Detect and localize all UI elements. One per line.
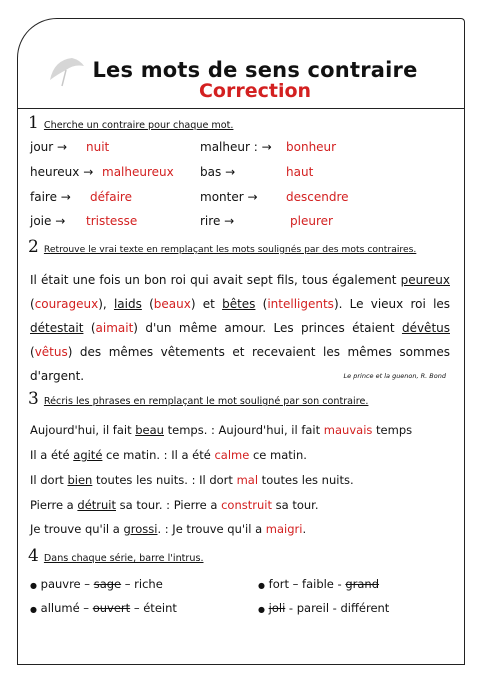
text-run: ce matin. : Il a été	[102, 448, 215, 462]
s4-series-2	[258, 577, 379, 591]
s1-answer: tristesse	[86, 214, 138, 228]
section3-instruction: Récris les phrases en remplaçant le mot souligné par son contraire.	[43, 396, 369, 407]
answer-word: construit	[221, 498, 272, 512]
crossed-word: grand	[345, 577, 380, 591]
text-run: . : Je trouve qu'il a	[157, 522, 266, 536]
section1-heading	[28, 113, 233, 133]
underlined-word: détruit	[77, 498, 116, 512]
s1-answer: défaire	[90, 190, 132, 204]
answer-word: vêtus	[34, 345, 68, 359]
section2-heading	[28, 237, 416, 257]
s1-word: rire	[200, 214, 221, 228]
s3-line-4	[30, 498, 318, 512]
bullet-icon: ●	[30, 581, 37, 590]
text-run: toutes les nuits. : Il dort	[92, 473, 237, 487]
text-run: Il a été	[30, 448, 74, 462]
answer-word: intelligents	[267, 297, 334, 311]
text-run: Aujourd'hui, il fait	[30, 423, 136, 437]
section4-heading	[28, 546, 204, 566]
page-subtitle: Correction	[198, 80, 312, 102]
s1-left-row-1	[30, 140, 67, 154]
s1-right-row-2	[200, 165, 235, 179]
bullet-icon: ●	[30, 605, 37, 614]
underlined-word: peureux	[400, 273, 450, 287]
text-run: – éteint	[130, 601, 177, 615]
text-run: (	[30, 297, 35, 311]
text-run: (	[83, 321, 96, 335]
s1-word: jour	[30, 140, 54, 154]
s1-answer: descendre	[286, 190, 349, 204]
s1-left-row-2	[30, 165, 93, 179]
s1-word: bas	[200, 165, 222, 179]
section4-number: 4	[28, 546, 39, 566]
underlined-word: beau	[135, 423, 164, 437]
text-run: ) des mêmes vêtements et recevaient les mêmes sommes d'argent.	[30, 345, 450, 383]
s1-answer: malheureux	[102, 165, 174, 179]
underlined-word: bien	[67, 473, 93, 487]
page-title: Les mots de sens contraire	[92, 58, 418, 82]
arrow-icon: →	[261, 140, 272, 154]
underlined-word: détestait	[30, 321, 84, 335]
answer-word: mauvais	[323, 423, 373, 437]
text-run: allumé –	[40, 601, 93, 615]
text-run: ) et	[190, 297, 223, 311]
crossed-word: joli	[268, 601, 286, 615]
answer-word: beaux	[153, 297, 191, 311]
section3-number: 3	[28, 389, 39, 409]
bullet-icon: ●	[258, 581, 265, 590]
s1-answer: nuit	[86, 140, 110, 154]
s4-series-4	[258, 601, 389, 615]
text-run: toutes les nuits.	[258, 473, 354, 487]
arrow-icon: →	[224, 214, 235, 228]
s1-left-row-3	[30, 190, 71, 204]
arrow-icon: →	[247, 190, 258, 204]
text-run: Il était une fois un bon roi qui avait sept fils, tous également	[30, 273, 401, 287]
text-run: .	[302, 522, 307, 536]
text-run: ) d'un même amour. Les princes étaient	[133, 321, 402, 335]
answer-word: mal	[236, 473, 259, 487]
underlined-word: dévêtus	[401, 321, 450, 335]
text-run: fort – faible -	[268, 577, 346, 591]
text-run: Je trouve qu'il a	[30, 522, 124, 536]
s1-answer: bonheur	[286, 140, 337, 154]
arrow-icon: →	[60, 190, 71, 204]
text-run: - pareil - différent	[285, 601, 390, 615]
answer-word: aimait	[95, 321, 134, 335]
text-run: sa tour.	[271, 498, 319, 512]
answer-word: courageux	[34, 297, 99, 311]
text-run: temps	[372, 423, 413, 437]
s4-series-1	[30, 577, 163, 591]
s1-word: malheur :	[200, 140, 258, 154]
s3-line-1	[30, 423, 412, 437]
text-run: ce matin.	[249, 448, 307, 462]
s4-series-3	[30, 601, 177, 615]
crossed-word: ouvert	[92, 601, 131, 615]
answer-word: calme	[214, 448, 250, 462]
source-credit: Le prince et la guenon, R. Bond	[343, 372, 446, 380]
story-paragraph	[30, 268, 450, 388]
section1-number: 1	[28, 113, 39, 133]
text-run: pauvre –	[40, 577, 94, 591]
section3-heading	[28, 389, 368, 409]
s1-right-row-1	[200, 140, 272, 154]
crossed-word: sage	[93, 577, 122, 591]
s3-line-5	[30, 522, 306, 536]
section2-instruction: Retrouve le vrai texte en remplaçant les mots soulignés par des mots contraires.	[43, 244, 417, 255]
text-run: ). Le vieux roi les	[333, 297, 451, 311]
text-run: ),	[98, 297, 114, 311]
text-run: temps. : Aujourd'hui, il fait	[163, 423, 324, 437]
text-run: (	[30, 345, 35, 359]
s1-word: heureux	[30, 165, 80, 179]
text-run: Il dort	[30, 473, 68, 487]
text-run: sa tour. : Pierre a	[116, 498, 222, 512]
underlined-word: grossi	[123, 522, 158, 536]
section4-instruction: Dans chaque série, barre l'intrus.	[43, 553, 204, 564]
s1-left-row-4	[30, 214, 65, 228]
text-run: – riche	[121, 577, 163, 591]
s1-word: joie	[30, 214, 52, 228]
s3-line-3	[30, 473, 354, 487]
s1-answer: haut	[286, 165, 314, 179]
s1-right-row-4	[200, 214, 234, 228]
underlined-word: bêtes	[222, 297, 256, 311]
arrow-icon: →	[57, 140, 68, 154]
section1-instruction: Cherche un contraire pour chaque mot.	[43, 120, 234, 131]
section2-number: 2	[28, 237, 39, 257]
text-run: (	[141, 297, 154, 311]
text-run: (	[255, 297, 268, 311]
bullet-icon: ●	[258, 605, 265, 614]
arrow-icon: →	[225, 165, 236, 179]
underlined-word: laids	[113, 297, 142, 311]
answer-word: maigri	[265, 522, 303, 536]
s1-answer: pleurer	[290, 214, 333, 228]
s1-right-row-3	[200, 190, 258, 204]
s1-word: monter	[200, 190, 244, 204]
s1-word: faire	[30, 190, 57, 204]
s3-line-2	[30, 448, 307, 462]
arrow-icon: →	[83, 165, 94, 179]
underlined-word: agité	[73, 448, 103, 462]
arrow-icon: →	[55, 214, 66, 228]
text-run: Pierre a	[30, 498, 78, 512]
